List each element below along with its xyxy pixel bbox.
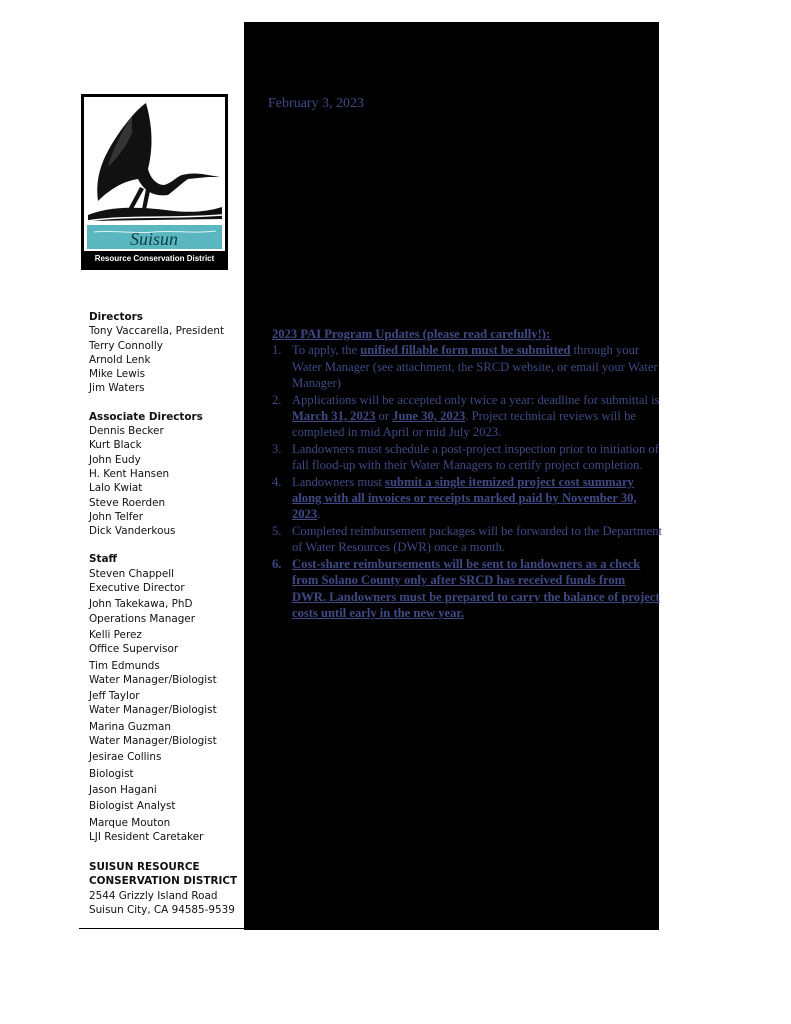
logo-caption: Resource Conservation District (84, 251, 225, 267)
staff-name: Steven Chappell (89, 567, 175, 580)
list-item: 5. Completed reimbursement packages will be forwarded to the Department of Water Resources (DWR) once a month. (272, 523, 662, 555)
associate-director-name: Lalo Kwiat (89, 482, 143, 495)
staff-heading: Staff (89, 553, 117, 566)
heron-logo-graphic (84, 97, 225, 267)
director-name: Arnold Lenk (89, 353, 151, 366)
address-line-2: Suisun City, CA 94585-9539 (89, 903, 235, 916)
updates-list (272, 342, 662, 621)
program-updates (272, 326, 662, 621)
district-name-line-2: CONSERVATION DISTRICT (89, 875, 238, 888)
staff-name: Kelli Perez (89, 628, 142, 641)
associate-directors-heading: Associate Directors (89, 410, 203, 423)
director-name: Mike Lewis (89, 368, 145, 381)
staff-role: Water Manager/Biologist (89, 673, 217, 686)
associate-director-name: H. Kent Hansen (89, 467, 170, 480)
directors-heading: Directors (89, 311, 143, 323)
staff-role: Biologist Analyst (89, 800, 176, 813)
staff-role: Executive Director (89, 582, 185, 595)
staff-name: Jason Hagani (89, 783, 157, 796)
associate-director-name: John Eudy (89, 453, 141, 466)
associate-director-name: John Telfer (89, 510, 144, 523)
letter-date: February 3, 2023 (268, 96, 365, 111)
sidebar-roster (89, 310, 239, 917)
associate-director-name: Steve Roerden (89, 496, 166, 509)
district-name-line-1: SUISUN RESOURCE (89, 861, 200, 874)
list-item: 3. Landowners must schedule a post-project inspection prior to initiation of fall flood-up with their Water Managers to certify project completion. (272, 441, 659, 473)
unified-form-link[interactable]: unified fillable form must be submitted (360, 343, 571, 358)
staff-role: LJI Resident Caretaker (89, 830, 204, 843)
staff-name: Jesirae Collins (89, 751, 162, 764)
director-name: Jim Waters (89, 382, 145, 395)
director-name: Tony Vaccarella, President (89, 325, 225, 338)
staff-name: Tim Edmunds (89, 659, 160, 672)
staff-name: Marque Mouton (89, 816, 171, 829)
list-item: 6. Cost-share reimbursements will be sent to landowners as a check from Solano County only after SRCD has received funds from DWR. Landowners must be prepared to carry the balance of project costs until early in the new year. (272, 556, 660, 620)
associate-director-name: Dennis Becker (89, 425, 164, 438)
staff-role: Operations Manager (89, 612, 195, 625)
sidebar-divider (79, 928, 244, 929)
staff-role: Biologist (89, 767, 134, 780)
list-item: 2. Applications will be accepted only twice a year: deadline for submittal is March 31, 2023 or June 30, 2023. Project technical reviews will be completed in mid April or mid July 2023. (272, 392, 660, 440)
staff-name: John Takekawa, PhD (89, 598, 193, 611)
logo-wordmark: Suisun (129, 229, 179, 249)
staff-name: Marina Guzman (89, 720, 171, 733)
list-item: 4. Landowners must submit a single itemized project cost summary along with all invoices or receipts marked paid by November 30, 2023. (272, 474, 637, 522)
staff-role: Water Manager/Biologist (89, 735, 217, 748)
staff-role: Water Manager/Biologist (89, 704, 217, 717)
suisun-rcd-logo (81, 94, 228, 270)
address-line-1: 2544 Grizzly Island Road (89, 889, 218, 902)
associate-director-name: Dick Vanderkous (89, 525, 176, 538)
list-item: 1. To apply, the unified fillable form must be submitted through your Water Manager (see attachment, the SRCD website, or email your Water Manager) (272, 343, 658, 391)
updates-title: 2023 PAI Program Updates (please read carefully!): (272, 327, 551, 341)
staff-role: Office Supervisor (89, 643, 179, 656)
associate-director-name: Kurt Black (89, 439, 142, 452)
staff-name: Jeff Taylor (89, 690, 140, 703)
director-name: Terry Connolly (89, 339, 163, 352)
